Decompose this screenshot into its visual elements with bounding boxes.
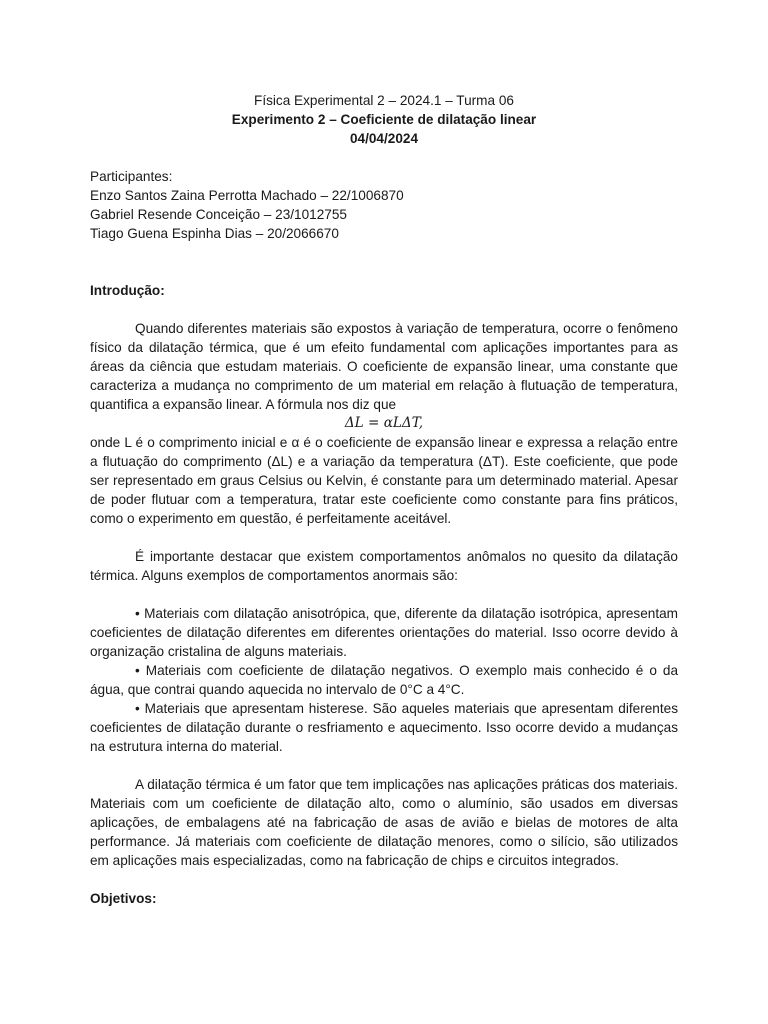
document-header (90, 91, 678, 148)
participant-name: Enzo Santos Zaina Perrotta Machado – 22/1006870 (90, 188, 404, 203)
formula: ΔL = αLΔT, (344, 415, 424, 431)
intro-heading: Introdução: (90, 283, 165, 298)
participant-name: Tiago Guena Espinha Dias – 20/2066670 (90, 226, 339, 241)
participants-label: Participantes: (90, 169, 173, 184)
intro-paragraph-2: É importante destacar que existem comportamentos anômalos no quesito da dilatação térmica. Alguns exemplos de comportamentos anormais são: (90, 549, 678, 583)
experiment-date: 04/04/2024 (349, 131, 419, 146)
bullet-item: • Materiais que apresentam histerese. São aqueles materiais que apresentam diferentes coeficientes de dilatação durante o resfriamento e aquecimento. Isso ocorre devido a mudanças na estrutura interna do material. (90, 701, 678, 754)
participant-name: Gabriel Resende Conceição – 23/1012755 (90, 207, 347, 222)
intro-paragraph-3: A dilatação térmica é um fator que tem implicações nas aplicações práticas dos materiais. Materiais com um coeficiente de dilatação alto, como o alumínio, são usados em diversas aplicações, de embalagens até na fabricação de asas de avião e bielas de motores de alta performance. Já materiais com coeficiente de dilatação menores, como o silício, são utilizados em aplicações mais especializadas, como na fabricação de chips e circuitos integrados. (90, 777, 678, 868)
course-line: Física Experimental 2 – 2024.1 – Turma 06 (254, 93, 514, 108)
bullet-item: • Materiais com dilatação anisotrópica, que, diferente da dilatação isotrópica, apresentam coeficientes de dilatação diferentes em diferentes orientações do material. Isso ocorre devido à organização cristalina de alguns materiais. (90, 606, 678, 659)
intro-paragraph-1-cont: onde L é o comprimento inicial e α é o coeficiente de expansão linear e expressa a relação entre a flutuação do comprimento (ΔL) e a variação da temperatura (ΔT). Este coeficiente, que pode ser representado em graus Celsius ou Kelvin, é constante para um determinado material. Apesar de poder flutuar com a temperatura, tratar este coeficiente como constante para fins práticos, como o experimento em questão, é perfeitamente aceitável. (90, 435, 678, 526)
participants-section (90, 167, 678, 243)
bullet-item: • Materiais com coeficiente de dilatação negativos. O exemplo mais conhecido é o da água, que contrai quando aquecida no intervalo de 0°C a 4°C. (90, 663, 678, 697)
intro-paragraph-1: Quando diferentes materiais são expostos à variação de temperatura, ocorre o fenômeno físico da dilatação térmica, que é um efeito fundamental com aplicações importantes para as áreas da ciência que estudam materiais. O coeficiente de expansão linear, uma constante que caracteriza a mudança no comprimento de um material em relação à flutuação de temperatura, quantifica a expansão linear. A fórmula nos diz que (90, 321, 678, 412)
objectives-heading: Objetivos: (90, 891, 157, 906)
experiment-title: Experimento 2 – Coeficiente de dilatação linear (231, 112, 537, 127)
